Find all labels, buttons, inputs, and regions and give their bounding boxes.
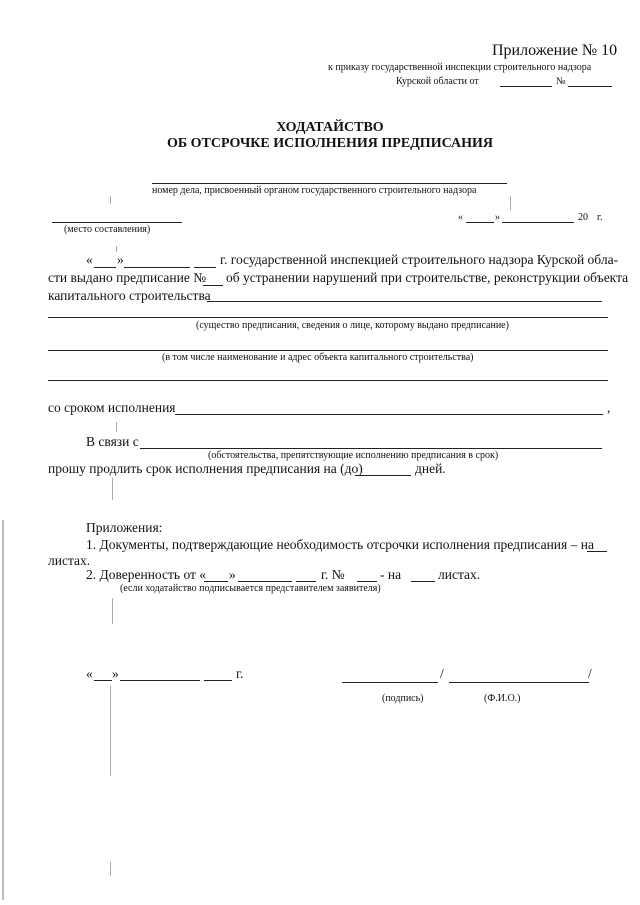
- scan-artifact: [112, 478, 113, 500]
- request-text-a: прошу продлить срок исполнения предписания на (до): [48, 461, 363, 476]
- attachment-item2-c: г. №: [321, 567, 345, 582]
- poa-year-line: [296, 581, 316, 582]
- attachment-item2-e: листах.: [438, 567, 481, 582]
- signature-caption: (подпись): [382, 693, 424, 704]
- scan-artifact: [112, 598, 113, 624]
- scan-edge: [2, 520, 4, 900]
- issue-text-line2a: сти выдано предписание №: [48, 270, 207, 285]
- date-g: г.: [597, 212, 603, 223]
- title-line2: ОБ ОТСРОЧКЕ ИСПОЛНЕНИЯ ПРЕДПИСАНИЯ: [167, 136, 493, 151]
- signature-line: [342, 682, 438, 683]
- essence-line: [48, 317, 608, 318]
- attachment-item1-end: листах.: [48, 553, 91, 568]
- term-label: со сроком исполнения: [48, 400, 176, 415]
- issue-date-close: »: [117, 252, 124, 267]
- reason-line: [140, 448, 602, 449]
- attachment-item1: 1. Документы, подтверждающие необходимость отсрочки исполнения предписания – на: [86, 537, 594, 552]
- appendix-date-line: [500, 86, 552, 87]
- sign-slash-2: /: [588, 666, 592, 681]
- object-line2: [48, 350, 608, 351]
- case-number-caption: номер дела, присвоенный органом государственного строительного надзора: [152, 185, 477, 196]
- attachments-heading: Приложения:: [86, 520, 163, 535]
- appendix-title: Приложение № 10: [492, 42, 618, 59]
- sign-date-g: г.: [236, 666, 244, 681]
- scan-artifact: [116, 422, 117, 432]
- request-text-b: дней.: [415, 461, 446, 476]
- term-line: [175, 414, 603, 415]
- reason-caption: (обстоятельства, препятствующие исполнению предписания в срок): [208, 450, 499, 461]
- issue-month-line: [124, 267, 190, 268]
- essence-caption: (существо предписания, сведения о лице, которому выдано предписание): [196, 320, 509, 331]
- scan-artifact: [110, 686, 111, 776]
- fio-caption: (Ф.И.О.): [484, 693, 521, 704]
- issue-text-line3: капитального строительства: [48, 288, 211, 303]
- poa-month-line: [238, 581, 292, 582]
- scan-artifact: [116, 246, 117, 252]
- date-open-quote: «: [458, 212, 463, 223]
- object-line3: [48, 380, 608, 381]
- date-year: 20: [578, 212, 588, 223]
- date-month-line: [502, 222, 574, 223]
- appendix-no-line: [568, 86, 612, 87]
- date-close-quote: »: [495, 212, 500, 223]
- object-line1: [207, 301, 602, 302]
- case-number-line: [152, 183, 507, 184]
- poa-caption: (если ходатайство подписывается представителем заявителя): [120, 583, 381, 594]
- scan-artifact: [510, 196, 511, 210]
- sign-month-line: [120, 680, 200, 681]
- request-days-line: [355, 475, 411, 476]
- appendix-line1: к приказу государственной инспекции строительного надзора: [328, 62, 592, 73]
- appendix-no-label: №: [556, 76, 566, 87]
- sign-year-line: [204, 680, 232, 681]
- issue-text-line1: г. государственной инспекцией строительного надзора Курской обла-: [220, 252, 619, 267]
- scan-artifact: [110, 196, 111, 204]
- poa-number-line: [357, 581, 377, 582]
- title-line1: ХОДАТАЙСТВО: [276, 120, 384, 135]
- fio-line: [449, 682, 589, 683]
- attachment-item2-a: 2. Доверенность от «: [86, 567, 207, 582]
- sign-slash-1: /: [440, 666, 444, 681]
- issue-day-line: [94, 267, 116, 268]
- term-end: ,: [607, 400, 611, 415]
- attachment-item2-b: »: [229, 567, 236, 582]
- attachment-item2-d: - на: [380, 567, 402, 582]
- place-caption: (место составления): [64, 224, 151, 235]
- reason-label: В связи с: [86, 434, 139, 449]
- sign-date-close: »: [112, 666, 119, 681]
- sign-day-line: [94, 680, 112, 681]
- attachment-item1-sheets-line: [587, 551, 607, 552]
- object-caption: (в том числе наименование и адрес объекта капитального строительства): [162, 352, 474, 363]
- sign-date-open: «: [86, 666, 93, 681]
- scan-artifact: [110, 862, 111, 876]
- poa-day-line: [204, 581, 228, 582]
- issue-date-open: «: [86, 252, 93, 267]
- prescription-no-line: [203, 285, 223, 286]
- poa-sheets-line: [411, 581, 435, 582]
- issue-text-line2b: об устранении нарушений при строительстве, реконструкции объекта: [226, 270, 629, 285]
- place-line: [52, 222, 182, 223]
- appendix-line2-prefix: Курской области от: [396, 76, 479, 87]
- date-day-line: [466, 222, 494, 223]
- issue-year-line: [194, 267, 216, 268]
